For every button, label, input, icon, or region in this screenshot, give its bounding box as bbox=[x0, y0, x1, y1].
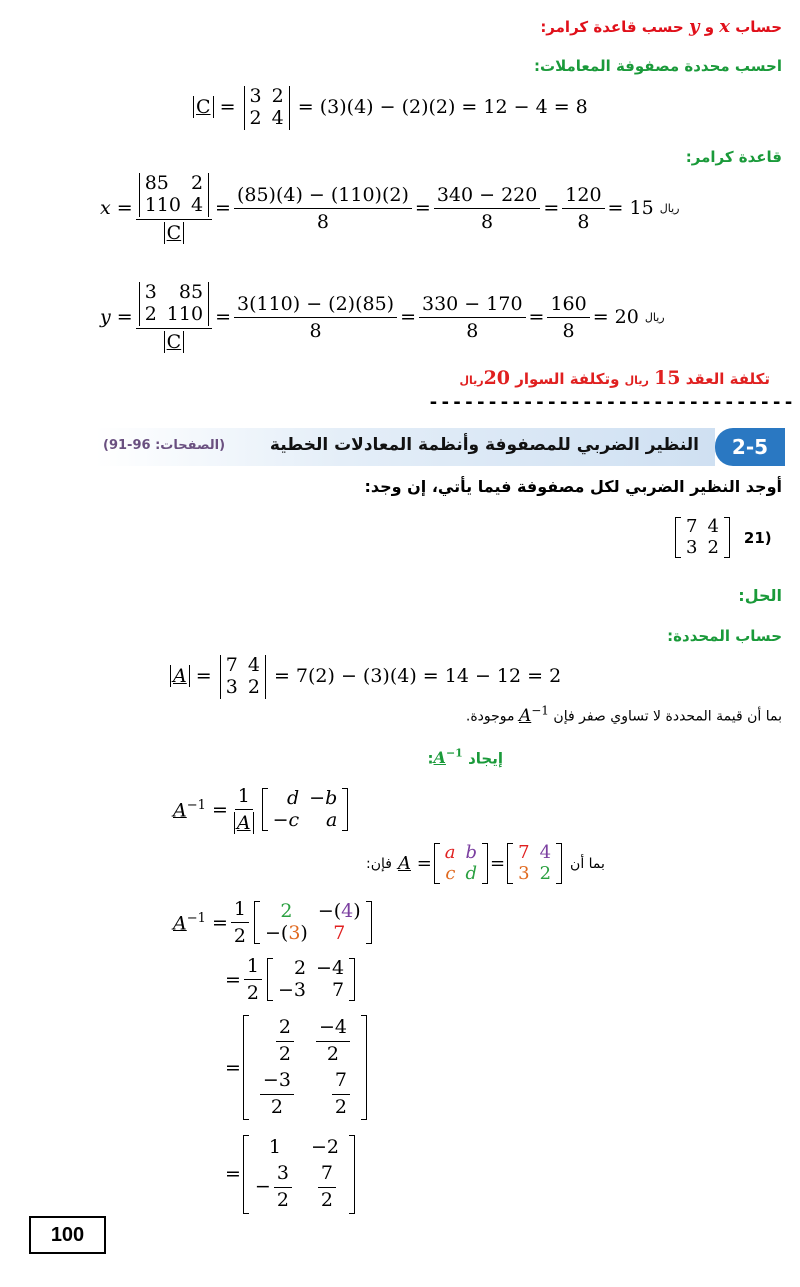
inverse-step-3: = $\frac{2}{2}$ $\frac{-4}{2}$ $\frac{-3}{2}$ $\frac{7}{2}$ bbox=[225, 1015, 369, 1120]
inverse-step-1: $A^{-1}$ = $\frac{1}{2}$ 2 −(4) −(3) 7 bbox=[173, 898, 374, 947]
cramer-heading: حساب x و y حسب قاعدة كرامر: bbox=[540, 16, 782, 37]
x-equation: x = 85 2 110 4 C = $\frac{(85)(4) - (110)(2)}{8}$ = $\frac{340 - 220}{8}$ = $\frac{120}{8}$ = 15 ريال bbox=[100, 172, 680, 244]
section-banner bbox=[95, 428, 785, 466]
solution-label: الحل: bbox=[738, 586, 782, 605]
section-pages: (الصفحات: 96-91) bbox=[103, 438, 226, 453]
det-c-matrix: 3 2 2 4 bbox=[244, 86, 290, 130]
inverse-step-2: = $\frac{1}{2}$ 2 −4 −3 7 bbox=[225, 955, 357, 1004]
det-heading: احسب محددة مصفوفة المعاملات: bbox=[534, 57, 782, 75]
exercise-21: 7 4 3 2 (21 bbox=[673, 517, 772, 558]
page-number: 100 bbox=[29, 1216, 106, 1254]
section-number: 2-5 bbox=[715, 428, 785, 466]
inverse-formula: $A^{-1}$ = $\frac{1}{A}$ d −b −c a bbox=[173, 785, 350, 834]
find-inverse-heading: إيجاد $A^{-1}$: bbox=[427, 747, 503, 768]
det-a-equation: A = 7 4 3 2 = 7(2) − (3)(4) = 14 − 12 = 2 bbox=[170, 655, 561, 699]
cramer-conclusion: تكلفة العقد 15 ريال وتكلفة السوار 20ريال bbox=[459, 367, 770, 389]
section-divider: ------------------------------- bbox=[428, 392, 795, 413]
exercise-number: (21 bbox=[743, 528, 772, 547]
entry-minus-b: −(4) bbox=[317, 899, 361, 922]
inverse-step-4: = 1 −2 − $\frac{3}{2}$ $\frac{7}{2}$ bbox=[225, 1135, 357, 1214]
given-matrix-line: فإن: A = a b c d = 7 4 3 2 بما أن bbox=[366, 842, 605, 884]
cramer-rule-heading: قاعدة كرامر: bbox=[685, 148, 782, 166]
y-equation: y = 3 85 2 110 C = $\frac{3(110) - (2)(85)}{8}$ = $\frac{330 - 170}{8}$ = $\frac{160}{8}$ = 20 ريال bbox=[100, 281, 665, 353]
det-a-heading: حساب المحددة: bbox=[667, 627, 782, 645]
section-title: النظير الضربي للمصفوفة وأنظمة المعادلات الخطية bbox=[269, 435, 699, 455]
exists-statement: بما أن قيمة المحددة لا تساوي صفر فإن $A^{-1}$ موجودة. bbox=[465, 703, 782, 726]
det-c-equation: C = 3 2 2 4 = (3)(4) − (2)(2) = 12 − 4 = 8 bbox=[193, 86, 588, 130]
exercise-instruction: أوجد النظير الضربي لكل مصفوفة فيما يأتي، إن وجد: bbox=[364, 477, 782, 496]
entry-minus-c: −(3) bbox=[264, 921, 308, 944]
